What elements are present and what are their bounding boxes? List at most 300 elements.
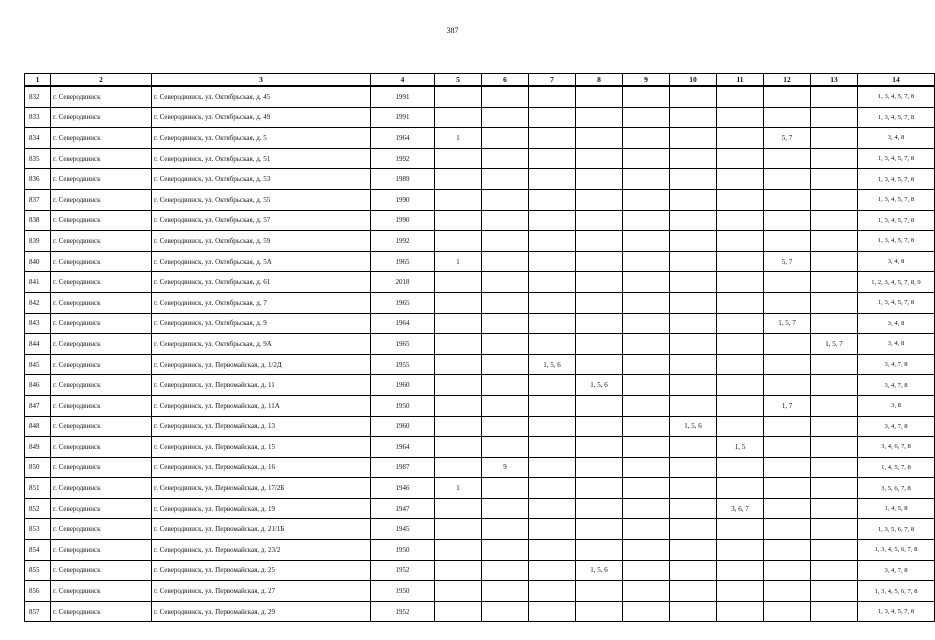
cell-col-2: г. Северодвинск (51, 128, 152, 149)
cell-col-7: 1, 5, 6 (529, 354, 576, 375)
cell-col-11 (717, 107, 764, 128)
cell-col-14: 1, 3, 4, 5, 7, 8 (858, 210, 935, 231)
cell-col-3: г. Северодвинск, ул. Первомайская, д. 11 (152, 375, 371, 396)
table-body (25, 86, 935, 622)
cell-col-2: г. Северодвинск (51, 189, 152, 210)
cell-col-10 (670, 272, 717, 293)
cell-col-14: 3, 4, 7, 8 (858, 375, 935, 396)
cell-col-13 (811, 478, 858, 499)
cell-col-7 (529, 128, 576, 149)
cell-col-10 (670, 581, 717, 602)
cell-col-13 (811, 540, 858, 561)
cell-col-13 (811, 375, 858, 396)
cell-col-6 (482, 313, 529, 334)
cell-col-12 (764, 334, 811, 355)
cell-col-10 (670, 375, 717, 396)
cell-col-1: 850 (25, 457, 51, 478)
cell-col-12 (764, 86, 811, 107)
cell-col-11 (717, 416, 764, 437)
cell-col-2: г. Северодвинск (51, 272, 152, 293)
cell-col-8 (576, 86, 623, 107)
cell-col-11 (717, 251, 764, 272)
table-row (25, 292, 935, 313)
cell-col-2: г. Северодвинск (51, 334, 152, 355)
cell-col-9 (623, 128, 670, 149)
cell-col-1: 853 (25, 519, 51, 540)
cell-col-3: г. Северодвинск, ул. Октябрьская, д. 49 (152, 107, 371, 128)
cell-col-11 (717, 601, 764, 622)
cell-col-1: 845 (25, 354, 51, 375)
cell-col-13 (811, 560, 858, 581)
cell-col-3: г. Северодвинск, ул. Октябрьская, д. 5А (152, 251, 371, 272)
cell-col-7 (529, 272, 576, 293)
cell-col-1: 854 (25, 540, 51, 561)
table-row (25, 354, 935, 375)
cell-col-1: 856 (25, 581, 51, 602)
column-header-14: 14 (858, 74, 935, 87)
cell-col-13 (811, 437, 858, 458)
cell-col-6 (482, 231, 529, 252)
cell-col-6 (482, 272, 529, 293)
cell-col-12 (764, 601, 811, 622)
cell-col-1: 843 (25, 313, 51, 334)
cell-col-1: 834 (25, 128, 51, 149)
cell-col-10 (670, 601, 717, 622)
cell-col-4: 1960 (371, 375, 435, 396)
cell-col-8 (576, 231, 623, 252)
cell-col-14: 1, 3, 4, 5, 7, 8 (858, 189, 935, 210)
cell-col-12 (764, 560, 811, 581)
cell-col-14: 1, 3, 4, 5, 6, 7, 8 (858, 581, 935, 602)
cell-col-12 (764, 210, 811, 231)
cell-col-9 (623, 334, 670, 355)
table-row (25, 437, 935, 458)
cell-col-4: 1946 (371, 478, 435, 499)
cell-col-1: 833 (25, 107, 51, 128)
cell-col-8 (576, 519, 623, 540)
cell-col-7 (529, 169, 576, 190)
cell-col-3: г. Северодвинск, ул. Октябрьская, д. 61 (152, 272, 371, 293)
cell-col-9 (623, 292, 670, 313)
cell-col-7 (529, 148, 576, 169)
cell-col-4: 1987 (371, 457, 435, 478)
cell-col-3: г. Северодвинск, ул. Первомайская, д. 13 (152, 416, 371, 437)
cell-col-6 (482, 128, 529, 149)
cell-col-11 (717, 86, 764, 107)
cell-col-2: г. Северодвинск (51, 560, 152, 581)
cell-col-2: г. Северодвинск (51, 519, 152, 540)
cell-col-8: 1, 5, 6 (576, 375, 623, 396)
cell-col-14: 1, 3, 4, 5, 7, 8 (858, 107, 935, 128)
cell-col-7 (529, 292, 576, 313)
cell-col-4: 1965 (371, 292, 435, 313)
cell-col-3: г. Северодвинск, ул. Первомайская, д. 21/1Б (152, 519, 371, 540)
cell-col-9 (623, 313, 670, 334)
cell-col-9 (623, 251, 670, 272)
cell-col-12 (764, 416, 811, 437)
cell-col-1: 855 (25, 560, 51, 581)
cell-col-14: 1, 3, 5, 6, 7, 8 (858, 519, 935, 540)
cell-col-7 (529, 581, 576, 602)
cell-col-10 (670, 210, 717, 231)
cell-col-13 (811, 416, 858, 437)
table-row (25, 375, 935, 396)
cell-col-3: г. Северодвинск, ул. Первомайская, д. 11А (152, 395, 371, 416)
cell-col-2: г. Северодвинск (51, 107, 152, 128)
cell-col-5 (435, 313, 482, 334)
cell-col-3: г. Северодвинск, ул. Октябрьская, д. 9 (152, 313, 371, 334)
cell-col-6 (482, 354, 529, 375)
cell-col-14: 1, 3, 4, 5, 7, 8 (858, 148, 935, 169)
cell-col-12 (764, 519, 811, 540)
cell-col-6 (482, 292, 529, 313)
cell-col-13 (811, 292, 858, 313)
cell-col-4: 1952 (371, 560, 435, 581)
cell-col-13 (811, 457, 858, 478)
cell-col-4: 1989 (371, 169, 435, 190)
cell-col-2: г. Северодвинск (51, 354, 152, 375)
cell-col-7 (529, 334, 576, 355)
cell-col-12 (764, 169, 811, 190)
cell-col-4: 1952 (371, 601, 435, 622)
cell-col-14: 1, 3, 4, 5, 7, 8 (858, 292, 935, 313)
cell-col-6 (482, 169, 529, 190)
cell-col-7 (529, 86, 576, 107)
cell-col-7 (529, 375, 576, 396)
cell-col-10 (670, 540, 717, 561)
cell-col-11 (717, 292, 764, 313)
cell-col-11 (717, 375, 764, 396)
cell-col-6 (482, 375, 529, 396)
cell-col-5: 1 (435, 478, 482, 499)
cell-col-14: 3, 4, 8 (858, 334, 935, 355)
cell-col-11 (717, 354, 764, 375)
cell-col-3: г. Северодвинск, ул. Октябрьская, д. 51 (152, 148, 371, 169)
cell-col-9 (623, 231, 670, 252)
cell-col-1: 836 (25, 169, 51, 190)
column-header-1: 1 (25, 74, 51, 87)
cell-col-6 (482, 210, 529, 231)
cell-col-7 (529, 560, 576, 581)
column-header-9: 9 (623, 74, 670, 87)
cell-col-13 (811, 107, 858, 128)
cell-col-8 (576, 416, 623, 437)
cell-col-9 (623, 437, 670, 458)
cell-col-4: 1990 (371, 189, 435, 210)
cell-col-4: 1964 (371, 437, 435, 458)
cell-col-13 (811, 210, 858, 231)
cell-col-9 (623, 272, 670, 293)
cell-col-4: 1955 (371, 354, 435, 375)
cell-col-13 (811, 231, 858, 252)
cell-col-4: 2018 (371, 272, 435, 293)
cell-col-9 (623, 107, 670, 128)
cell-col-1: 840 (25, 251, 51, 272)
cell-col-4: 1964 (371, 128, 435, 149)
cell-col-9 (623, 189, 670, 210)
table-row (25, 313, 935, 334)
cell-col-8 (576, 189, 623, 210)
column-header-12: 12 (764, 74, 811, 87)
cell-col-6 (482, 416, 529, 437)
table-header-row (25, 74, 935, 87)
table-row (25, 128, 935, 149)
table-row (25, 189, 935, 210)
cell-col-14: 1, 3, 4, 5, 7, 8 (858, 601, 935, 622)
table-row (25, 498, 935, 519)
cell-col-13 (811, 395, 858, 416)
cell-col-14: 1, 3, 4, 5, 7, 8 (858, 231, 935, 252)
cell-col-14: 3, 4, 7, 8 (858, 560, 935, 581)
column-header-8: 8 (576, 74, 623, 87)
cell-col-13 (811, 128, 858, 149)
column-header-11: 11 (717, 74, 764, 87)
cell-col-5 (435, 169, 482, 190)
cell-col-12 (764, 148, 811, 169)
cell-col-3: г. Северодвинск, ул. Октябрьская, д. 5 (152, 128, 371, 149)
cell-col-6 (482, 148, 529, 169)
cell-col-7 (529, 540, 576, 561)
cell-col-9 (623, 601, 670, 622)
cell-col-1: 849 (25, 437, 51, 458)
cell-col-9 (623, 395, 670, 416)
cell-col-5 (435, 519, 482, 540)
cell-col-2: г. Северодвинск (51, 437, 152, 458)
cell-col-8 (576, 292, 623, 313)
cell-col-6 (482, 86, 529, 107)
cell-col-12 (764, 354, 811, 375)
page-number: 387 (446, 26, 459, 35)
cell-col-2: г. Северодвинск (51, 601, 152, 622)
cell-col-3: г. Северодвинск, ул. Первомайская, д. 16 (152, 457, 371, 478)
cell-col-4: 1991 (371, 107, 435, 128)
cell-col-10 (670, 189, 717, 210)
cell-col-7 (529, 210, 576, 231)
cell-col-6 (482, 395, 529, 416)
cell-col-5 (435, 354, 482, 375)
cell-col-3: г. Северодвинск, ул. Октябрьская, д. 7 (152, 292, 371, 313)
cell-col-12: 5, 7 (764, 128, 811, 149)
table-row (25, 148, 935, 169)
cell-col-9 (623, 86, 670, 107)
cell-col-11 (717, 313, 764, 334)
cell-col-6 (482, 540, 529, 561)
cell-col-1: 838 (25, 210, 51, 231)
cell-col-11: 1, 5 (717, 437, 764, 458)
cell-col-8 (576, 128, 623, 149)
table-row (25, 395, 935, 416)
cell-col-7 (529, 519, 576, 540)
cell-col-11 (717, 148, 764, 169)
cell-col-3: г. Северодвинск, ул. Октябрьская, д. 59 (152, 231, 371, 252)
table-row (25, 540, 935, 561)
cell-col-6 (482, 107, 529, 128)
cell-col-4: 1965 (371, 334, 435, 355)
cell-col-7 (529, 231, 576, 252)
cell-col-4: 1950 (371, 540, 435, 561)
cell-col-5 (435, 334, 482, 355)
cell-col-11 (717, 478, 764, 499)
cell-col-10 (670, 334, 717, 355)
cell-col-3: г. Северодвинск, ул. Первомайская, д. 19 (152, 498, 371, 519)
cell-col-10 (670, 498, 717, 519)
cell-col-7 (529, 601, 576, 622)
cell-col-14: 1, 3, 4, 5, 6, 7, 8 (858, 540, 935, 561)
table-row (25, 169, 935, 190)
column-header-10: 10 (670, 74, 717, 87)
cell-col-4: 1991 (371, 86, 435, 107)
cell-col-7 (529, 251, 576, 272)
cell-col-8 (576, 540, 623, 561)
cell-col-3: г. Северодвинск, ул. Первомайская, д. 25 (152, 560, 371, 581)
cell-col-1: 835 (25, 148, 51, 169)
cell-col-12 (764, 581, 811, 602)
cell-col-11 (717, 581, 764, 602)
cell-col-12 (764, 437, 811, 458)
cell-col-14: 1, 4, 5, 7, 8 (858, 457, 935, 478)
cell-col-6 (482, 560, 529, 581)
cell-col-14: 3, 4, 8 (858, 128, 935, 149)
cell-col-8 (576, 169, 623, 190)
table-row (25, 457, 935, 478)
cell-col-6 (482, 581, 529, 602)
cell-col-14: 1, 3, 4, 5, 7, 8 (858, 169, 935, 190)
cell-col-14: 3, 5, 6, 7, 8 (858, 478, 935, 499)
cell-col-12 (764, 107, 811, 128)
cell-col-12 (764, 478, 811, 499)
cell-col-14: 3, 4, 8 (858, 313, 935, 334)
cell-col-9 (623, 148, 670, 169)
cell-col-1: 848 (25, 416, 51, 437)
cell-col-9 (623, 519, 670, 540)
cell-col-1: 846 (25, 375, 51, 396)
cell-col-12: 5, 7 (764, 251, 811, 272)
cell-col-9 (623, 457, 670, 478)
cell-col-8 (576, 395, 623, 416)
table-row (25, 86, 935, 107)
cell-col-14: 3, 4, 7, 8 (858, 354, 935, 375)
cell-col-11 (717, 210, 764, 231)
cell-col-6: 9 (482, 457, 529, 478)
cell-col-6 (482, 334, 529, 355)
cell-col-14: 3, 4, 7, 8 (858, 416, 935, 437)
cell-col-9 (623, 540, 670, 561)
cell-col-5 (435, 416, 482, 437)
cell-col-13 (811, 313, 858, 334)
cell-col-2: г. Северодвинск (51, 457, 152, 478)
cell-col-2: г. Северодвинск (51, 498, 152, 519)
table-row (25, 519, 935, 540)
data-table (24, 73, 935, 622)
cell-col-12: 1, 5, 7 (764, 313, 811, 334)
table-row (25, 107, 935, 128)
cell-col-2: г. Северодвинск (51, 375, 152, 396)
cell-col-5 (435, 148, 482, 169)
cell-col-13 (811, 169, 858, 190)
cell-col-2: г. Северодвинск (51, 581, 152, 602)
cell-col-11: 3, 6, 7 (717, 498, 764, 519)
cell-col-2: г. Северодвинск (51, 86, 152, 107)
cell-col-10 (670, 478, 717, 499)
cell-col-2: г. Северодвинск (51, 148, 152, 169)
cell-col-14: 1, 4, 5, 8 (858, 498, 935, 519)
cell-col-7 (529, 498, 576, 519)
cell-col-10 (670, 148, 717, 169)
cell-col-10 (670, 231, 717, 252)
cell-col-7 (529, 416, 576, 437)
cell-col-8 (576, 581, 623, 602)
cell-col-9 (623, 375, 670, 396)
cell-col-4: 1945 (371, 519, 435, 540)
cell-col-5 (435, 210, 482, 231)
cell-col-10 (670, 86, 717, 107)
cell-col-11 (717, 169, 764, 190)
table-row (25, 231, 935, 252)
cell-col-13 (811, 251, 858, 272)
cell-col-10 (670, 107, 717, 128)
table-row (25, 478, 935, 499)
column-header-4: 4 (371, 74, 435, 87)
cell-col-5 (435, 231, 482, 252)
table-row (25, 210, 935, 231)
cell-col-7 (529, 107, 576, 128)
table-row (25, 251, 935, 272)
cell-col-10 (670, 437, 717, 458)
cell-col-13 (811, 601, 858, 622)
cell-col-2: г. Северодвинск (51, 416, 152, 437)
cell-col-5: 1 (435, 251, 482, 272)
cell-col-14: 1, 3, 4, 5, 7, 8 (858, 86, 935, 107)
cell-col-1: 844 (25, 334, 51, 355)
cell-col-9 (623, 416, 670, 437)
cell-col-14: 3, 8 (858, 395, 935, 416)
cell-col-6 (482, 251, 529, 272)
cell-col-9 (623, 498, 670, 519)
cell-col-10 (670, 457, 717, 478)
cell-col-2: г. Северодвинск (51, 313, 152, 334)
cell-col-5 (435, 498, 482, 519)
cell-col-7 (529, 437, 576, 458)
cell-col-11 (717, 272, 764, 293)
cell-col-8 (576, 210, 623, 231)
cell-col-8 (576, 272, 623, 293)
cell-col-4: 1992 (371, 231, 435, 252)
cell-col-3: г. Северодвинск, ул. Октябрьская, д. 57 (152, 210, 371, 231)
cell-col-11 (717, 189, 764, 210)
column-header-5: 5 (435, 74, 482, 87)
cell-col-2: г. Северодвинск (51, 210, 152, 231)
cell-col-8 (576, 601, 623, 622)
cell-col-6 (482, 189, 529, 210)
cell-col-8 (576, 313, 623, 334)
cell-col-4: 1950 (371, 581, 435, 602)
cell-col-2: г. Северодвинск (51, 169, 152, 190)
cell-col-12 (764, 189, 811, 210)
cell-col-10 (670, 354, 717, 375)
cell-col-5 (435, 272, 482, 293)
cell-col-7 (529, 478, 576, 499)
cell-col-5 (435, 395, 482, 416)
cell-col-8 (576, 251, 623, 272)
cell-col-3: г. Северодвинск, ул. Октябрьская, д. 53 (152, 169, 371, 190)
cell-col-12 (764, 457, 811, 478)
cell-col-10 (670, 251, 717, 272)
column-header-2: 2 (51, 74, 152, 87)
cell-col-8 (576, 148, 623, 169)
column-header-13: 13 (811, 74, 858, 87)
cell-col-12 (764, 498, 811, 519)
cell-col-13 (811, 519, 858, 540)
